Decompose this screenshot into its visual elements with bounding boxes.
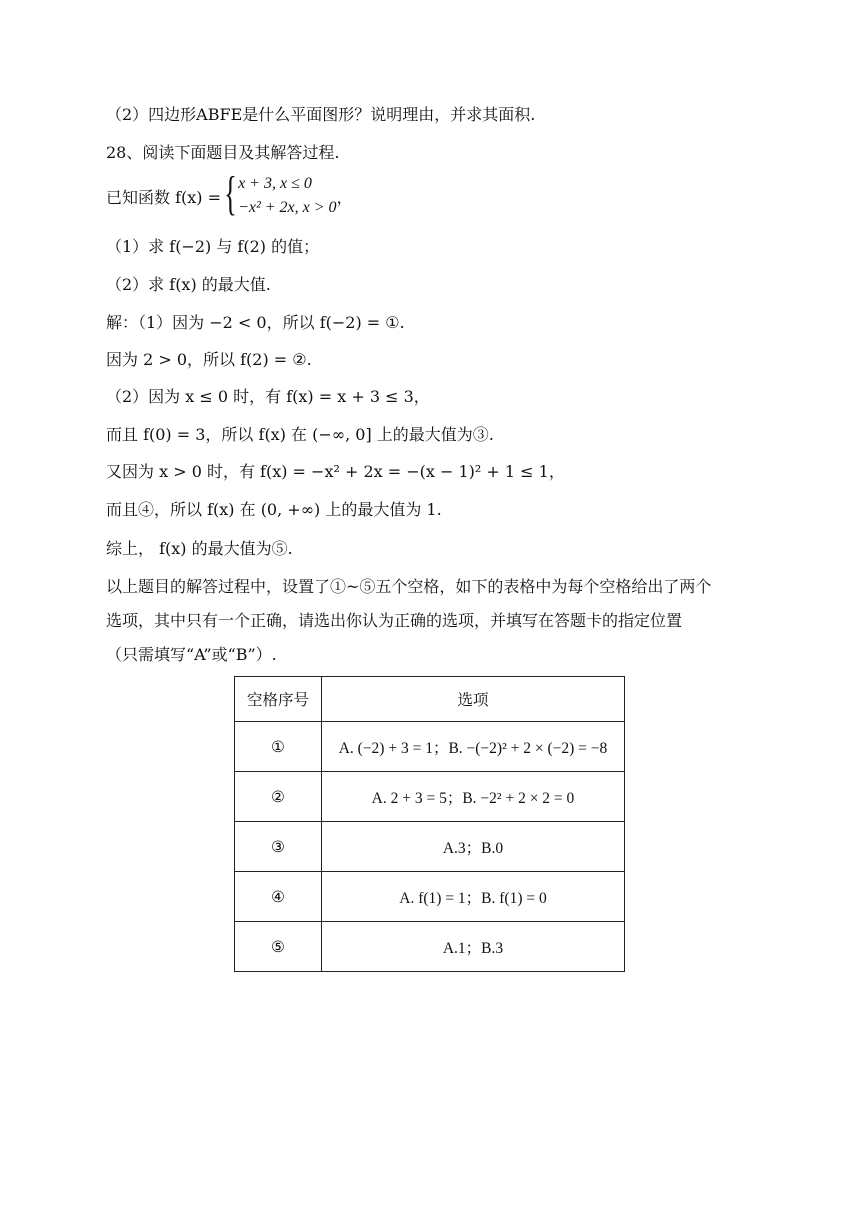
function-prefix: 已知函数 f(x) = xyxy=(106,187,222,207)
solution-line-4: 而且 f(0) = 3，所以 f(x) 在 (−∞, 0] 上的最大值为③. xyxy=(106,425,494,444)
blank-number: ② xyxy=(235,772,322,822)
header-options: 选项 xyxy=(322,677,625,722)
table-row xyxy=(235,822,625,872)
blank-options: A.3；B.0 xyxy=(322,822,625,872)
instruction-line-3: （只需填写“A”或“B”）. xyxy=(106,645,277,664)
blank-options: A.1；B.3 xyxy=(322,922,625,972)
blank-number: ⑤ xyxy=(235,922,322,972)
options-table xyxy=(234,676,625,972)
table-header-row xyxy=(235,677,625,722)
instruction-line-1: 以上题目的解答过程中，设置了①~⑤五个空格，如下的表格中为每个空格给出了两个 xyxy=(106,577,712,596)
table-row xyxy=(235,922,625,972)
solution-line-1: 解：（1）因为 −2 < 0，所以 f(−2) = ①. xyxy=(106,313,405,332)
table-row xyxy=(235,772,625,822)
blank-options: A. f(1) = 1；B. f(1) = 0 xyxy=(322,872,625,922)
solution-line-2: 因为 2 > 0，所以 f(2) = ②. xyxy=(106,350,312,369)
sub-question-1: （1）求 f(−2) 与 f(2) 的值； xyxy=(106,237,320,256)
case-1: x + 3, x ≤ 0 xyxy=(238,175,312,192)
sub-question-2: （2）求 f(x) 的最大值. xyxy=(106,275,271,294)
table-row xyxy=(235,872,625,922)
solution-line-7: 综上， f(x) 的最大值为⑤. xyxy=(106,539,293,558)
question-2-previous: （2）四边形ABFE是什么平面图形？说明理由，并求其面积. xyxy=(106,105,536,124)
question-28-title: 28、阅读下面题目及其解答过程. xyxy=(106,143,340,162)
function-cases xyxy=(238,172,337,220)
blank-number: ③ xyxy=(235,822,322,872)
blank-number: ① xyxy=(235,722,322,772)
function-suffix: ， xyxy=(336,187,353,207)
blank-number: ④ xyxy=(235,872,322,922)
table-row xyxy=(235,722,625,772)
solution-line-6: 而且④，所以 f(x) 在 (0, +∞) 上的最大值为 1. xyxy=(106,500,442,519)
header-blank-number: 空格序号 xyxy=(235,677,322,722)
solution-line-5: 又因为 x > 0 时，有 f(x) = −x² + 2x = −(x − 1)² + 1 ≤ 1， xyxy=(106,462,565,481)
case-2: −x² + 2x, x > 0 xyxy=(238,199,337,216)
blank-options: A. 2 + 3 = 5；B. −2² + 2 × 2 = 0 xyxy=(322,772,625,822)
instruction-line-2: 选项，其中只有一个正确，请选出你认为正确的选项，并填写在答题卡的指定位置 xyxy=(106,611,683,630)
piecewise-function-definition xyxy=(106,167,353,222)
blank-options: A. (−2) + 3 = 1；B. −(−2)² + 2 × (−2) = −8 xyxy=(322,722,625,772)
solution-line-3: （2）因为 x ≤ 0 时，有 f(x) = x + 3 ≤ 3， xyxy=(106,387,430,406)
brace-symbol: { xyxy=(224,167,237,220)
